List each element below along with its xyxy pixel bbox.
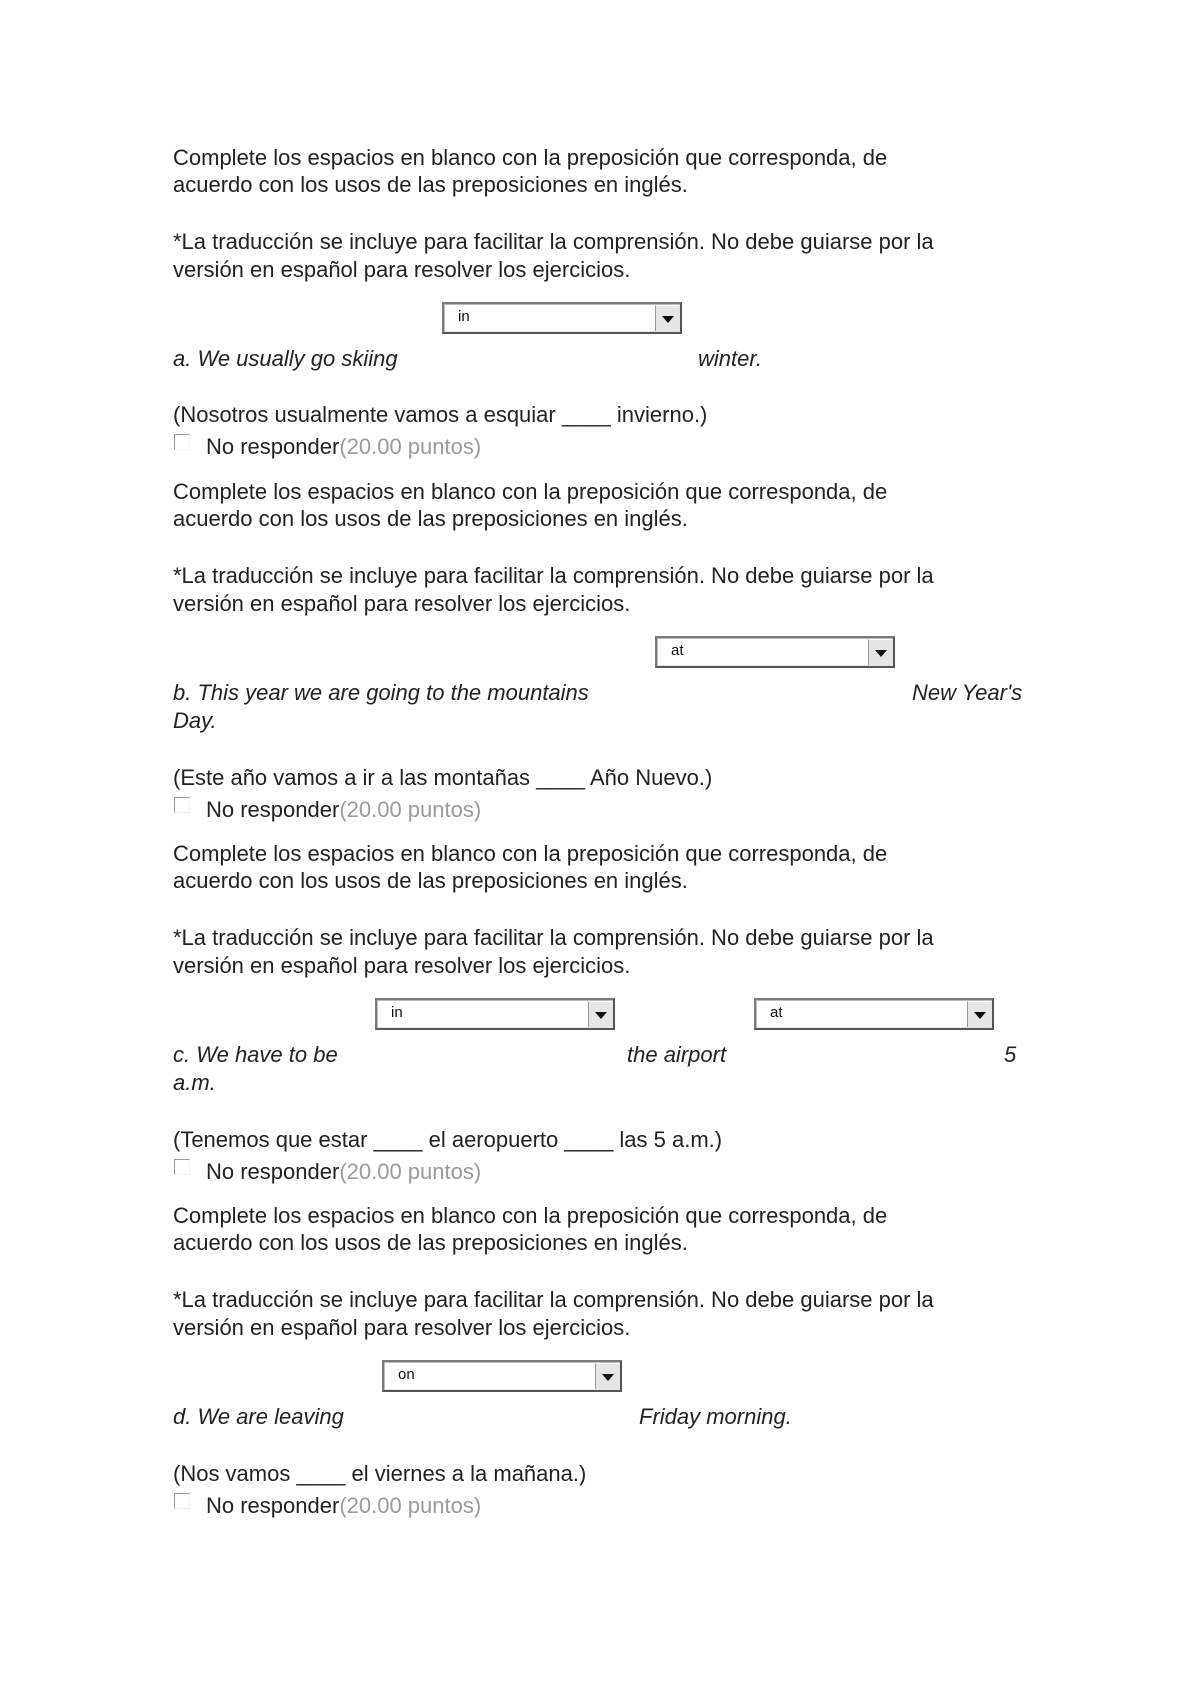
no-answer-label: No responder [206,1159,340,1184]
sentence-part-4: a.m. [173,1070,216,1095]
instruction-line-1: Complete los espacios en blanco con la preposición que corresponda, de [173,145,888,170]
instruction-line-2: acuerdo con los usos de las preposiciones en inglés. [173,868,688,893]
chevron-down-icon[interactable] [655,305,679,331]
no-answer-option [206,433,481,461]
note-line-1: *La traducción se incluye para facilitar la comprensión. No debe guiarse por la [173,925,934,950]
points-label: (20.00 puntos) [339,1493,482,1518]
instruction-line-1: Complete los espacios en blanco con la preposición que corresponda, de [173,1203,888,1228]
sentence-part-3: 5 [1004,1042,1017,1067]
no-answer-checkbox[interactable] [174,1493,190,1509]
note-line-2: versión en español para resolver los ejercicios. [173,953,631,978]
sentence-part-1: d. We are leaving [173,1404,344,1429]
preposition-select-d[interactable] [382,1360,622,1392]
instruction-line-2: acuerdo con los usos de las preposiciones en inglés. [173,172,688,197]
no-answer-checkbox[interactable] [174,434,190,450]
note-line-2: versión en español para resolver los ejercicios. [173,591,631,616]
instruction-line-2: acuerdo con los usos de las preposiciones en inglés. [173,1230,688,1255]
no-answer-option [206,1492,481,1520]
no-answer-checkbox[interactable] [174,1159,190,1175]
selected-value: at [770,1004,783,1021]
selected-value: in [458,308,470,325]
preposition-select-c-2[interactable] [754,998,994,1030]
note-line-1: *La traducción se incluye para facilitar la comprensión. No debe guiarse por la [173,229,934,254]
instruction-line-2: acuerdo con los usos de las preposiciones en inglés. [173,506,688,531]
sentence-part-2: winter. [698,346,762,371]
no-answer-option [206,1158,481,1186]
instruction-line-1: Complete los espacios en blanco con la preposición que corresponda, de [173,841,888,866]
no-answer-option [206,796,481,824]
no-answer-label: No responder [206,797,340,822]
preposition-select-b[interactable] [655,636,895,668]
no-answer-label: No responder [206,1493,340,1518]
sentence-part-1: c. We have to be [173,1042,338,1067]
instruction-line-1: Complete los espacios en blanco con la preposición que corresponda, de [173,479,888,504]
preposition-select-a[interactable] [442,302,682,334]
translation: (Tenemos que estar ____ el aeropuerto ____ las 5 a.m.) [173,1127,723,1152]
selected-value: in [391,1004,403,1021]
translation: (Nos vamos ____ el viernes a la mañana.) [173,1461,587,1486]
sentence-part-3: Day. [173,708,217,733]
preposition-select-c-1[interactable] [375,998,615,1030]
chevron-down-icon[interactable] [868,639,892,665]
chevron-down-icon[interactable] [595,1363,619,1389]
sentence-part-2: the airport [627,1042,727,1067]
note-line-2: versión en español para resolver los ejercicios. [173,1315,631,1340]
sentence-part-2: New Year's [912,680,1023,705]
selected-value: at [671,642,684,659]
sentence-part-1: b. This year we are going to the mountains [173,680,589,705]
sentence-part-2: Friday morning. [639,1404,792,1429]
note-line-1: *La traducción se incluye para facilitar la comprensión. No debe guiarse por la [173,563,934,588]
no-answer-label: No responder [206,434,340,459]
sentence-part-1: a. We usually go skiing [173,346,398,371]
translation: (Este año vamos a ir a las montañas ____ Año Nuevo.) [173,765,713,790]
translation: (Nosotros usualmente vamos a esquiar ____ invierno.) [173,402,708,427]
points-label: (20.00 puntos) [339,797,482,822]
chevron-down-icon[interactable] [588,1001,612,1027]
no-answer-checkbox[interactable] [174,797,190,813]
note-line-1: *La traducción se incluye para facilitar la comprensión. No debe guiarse por la [173,1287,934,1312]
note-line-2: versión en español para resolver los ejercicios. [173,257,631,282]
points-label: (20.00 puntos) [339,434,482,459]
selected-value: on [398,1366,415,1383]
chevron-down-icon[interactable] [967,1001,991,1027]
points-label: (20.00 puntos) [339,1159,482,1184]
